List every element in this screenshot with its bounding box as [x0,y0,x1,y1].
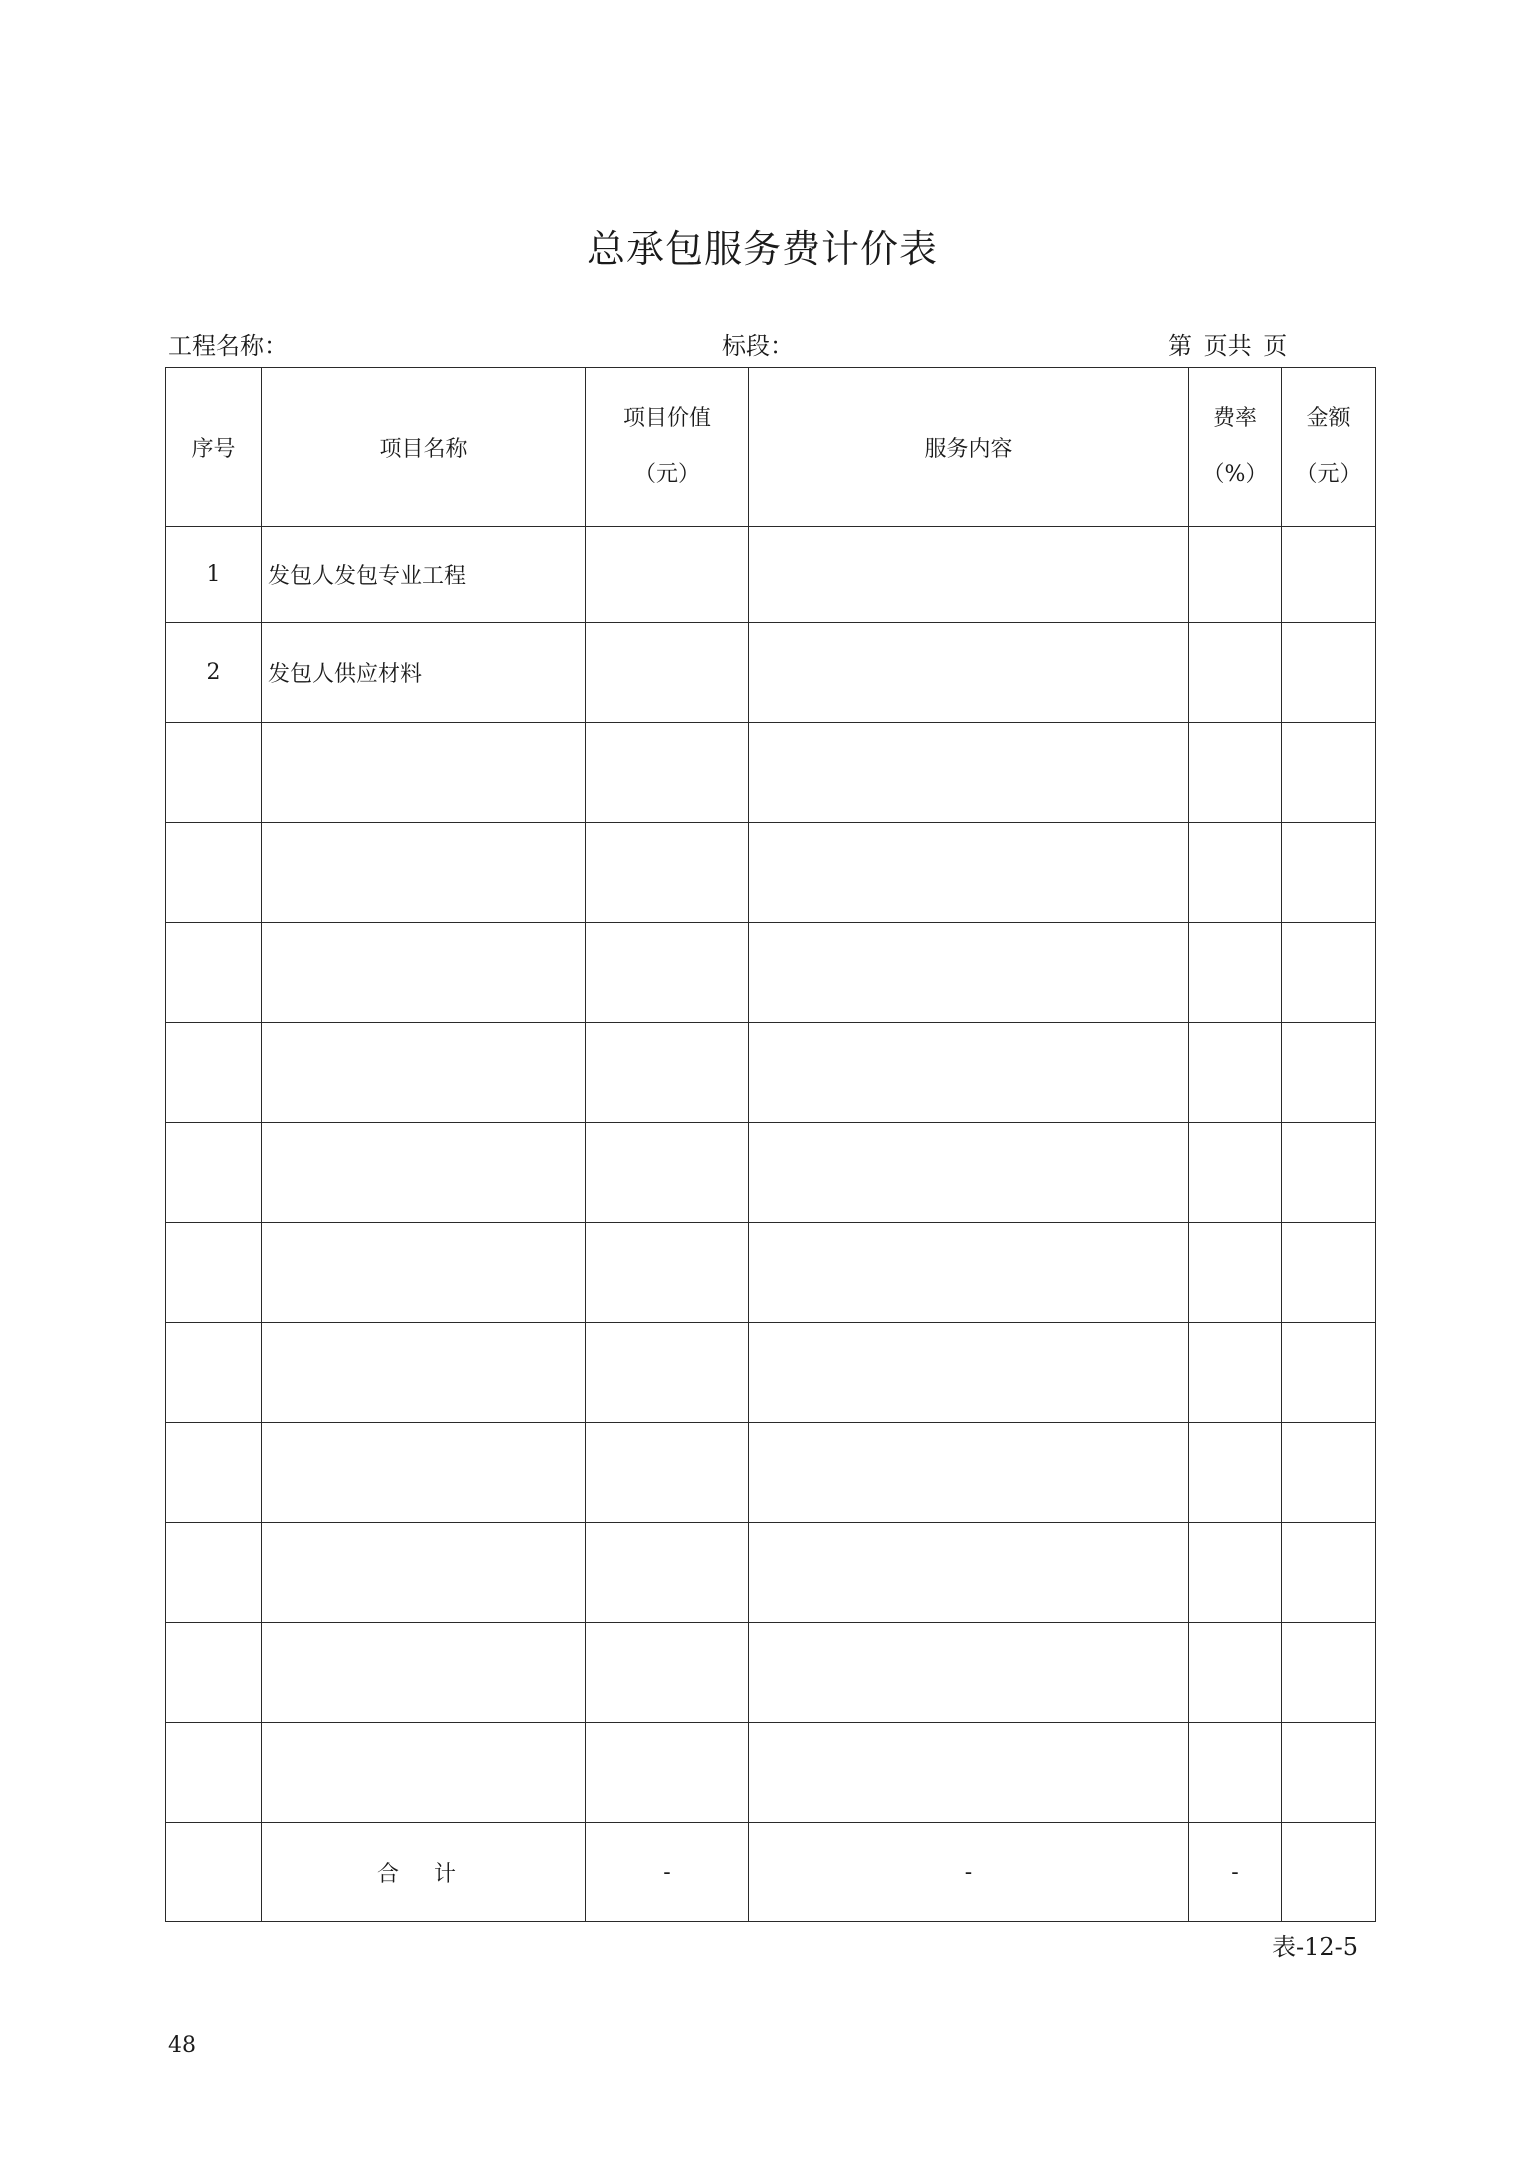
project-name-label: 工程名称： [168,332,288,360]
cell-seq: 1 [166,527,262,623]
form-code: 表-12-5 [1272,1933,1359,1961]
page-title: 总承包服务费计价表 [586,227,938,271]
cell-name [262,1423,586,1523]
total-label: 合 计 [262,1823,586,1922]
table-row [166,527,1376,623]
cell-rate [1189,923,1282,1023]
cell-seq: 2 [166,623,262,723]
cell-content [749,823,1189,923]
cell-rate [1189,1623,1282,1723]
table-row [166,1023,1376,1123]
cell-rate [1189,1523,1282,1623]
header-rate-line2: （%） [1202,462,1268,487]
cell-content [749,623,1189,723]
header-row [166,368,1376,527]
cell-amount [1282,623,1376,723]
table-row [166,1223,1376,1323]
table-row [166,1123,1376,1223]
table-row [166,723,1376,823]
cell-amount [1282,1623,1376,1723]
cell-content [749,527,1189,623]
cell-seq [166,923,262,1023]
cell-value [586,1723,749,1823]
header-name: 项目名称 [262,368,586,527]
cell-amount [1282,527,1376,623]
cell-content [749,1423,1189,1523]
cell-rate [1189,1123,1282,1223]
cell-rate [1189,1323,1282,1423]
total-row [166,1823,1376,1922]
section-label: 标段： [722,332,794,360]
cell-rate [1189,1223,1282,1323]
cell-amount [1282,1123,1376,1223]
cell-rate [1189,1423,1282,1523]
cell-content [749,923,1189,1023]
cell-content [749,1023,1189,1123]
cell-value [586,1323,749,1423]
header-value [586,368,749,527]
header-seq: 序号 [166,368,262,527]
cell-name [262,923,586,1023]
cell-name [262,1523,586,1623]
cell-seq [166,1423,262,1523]
header-rate [1189,368,1282,527]
cell-content [749,1523,1189,1623]
cell-seq [166,1323,262,1423]
cell-rate [1189,1023,1282,1123]
cell-name [262,723,586,823]
cell-seq [166,1623,262,1723]
cell-value [586,1423,749,1523]
cell-seq [166,1023,262,1123]
cell-rate [1189,623,1282,723]
cell-value [586,623,749,723]
cell-value [586,1523,749,1623]
table-row [166,1623,1376,1723]
cell-name: 发包人发包专业工程 [262,527,586,623]
cell-name [262,1723,586,1823]
table-row [166,1723,1376,1823]
cell-name [262,1323,586,1423]
cell-content [749,723,1189,823]
cell-seq [166,723,262,823]
cell-rate [1189,723,1282,823]
cell-name [262,1223,586,1323]
cell-seq [166,823,262,923]
table-row [166,923,1376,1023]
header-rate-line1: 费率 [1212,406,1257,431]
cell-amount [1282,1023,1376,1123]
header-amount-line2: （元） [1295,462,1362,487]
cell-content [749,1123,1189,1223]
header-value-line1: 项目价值 [622,406,711,431]
cell-name [262,1023,586,1123]
service-fee-table [165,367,1376,1922]
cell-amount [1282,923,1376,1023]
cell-value [586,923,749,1023]
cell-amount [1282,723,1376,823]
cell-rate [1189,1723,1282,1823]
table-row [166,1423,1376,1523]
cell-value [586,1623,749,1723]
table-row [166,823,1376,923]
cell-value [586,1123,749,1223]
cell-amount [1282,1523,1376,1623]
cell-value [586,1223,749,1323]
cell-name [262,1623,586,1723]
cell-value [586,823,749,923]
cell-content [749,1323,1189,1423]
total-content: - [749,1823,1189,1922]
cell-content [749,1223,1189,1323]
total-value: - [586,1823,749,1922]
cell-seq [166,1123,262,1223]
cell-amount [1282,1223,1376,1323]
cell-value [586,527,749,623]
total-amount [1282,1823,1376,1922]
cell-rate [1189,527,1282,623]
cell-content [749,1623,1189,1723]
cell-value [586,1023,749,1123]
cell-seq [166,1723,262,1823]
cell-name [262,1123,586,1223]
page-number: 48 [168,2033,196,2058]
cell-amount [1282,823,1376,923]
cell-amount [1282,1323,1376,1423]
header-value-line2: （元） [633,462,700,487]
table-row [166,1323,1376,1423]
cell-amount [1282,1723,1376,1823]
cell-name: 发包人供应材料 [262,623,586,723]
table-row [166,623,1376,723]
header-amount [1282,368,1376,527]
cell-value [586,723,749,823]
table-row [166,1523,1376,1623]
total-seq [166,1823,262,1922]
cell-amount [1282,1423,1376,1523]
header-amount-line1: 金额 [1306,406,1351,431]
cell-content [749,1723,1189,1823]
cell-name [262,823,586,923]
total-rate: - [1189,1823,1282,1922]
header-content: 服务内容 [749,368,1189,527]
cell-rate [1189,823,1282,923]
cell-seq [166,1223,262,1323]
cell-seq [166,1523,262,1623]
page-count-label: 第 页共 页 [1168,332,1288,360]
